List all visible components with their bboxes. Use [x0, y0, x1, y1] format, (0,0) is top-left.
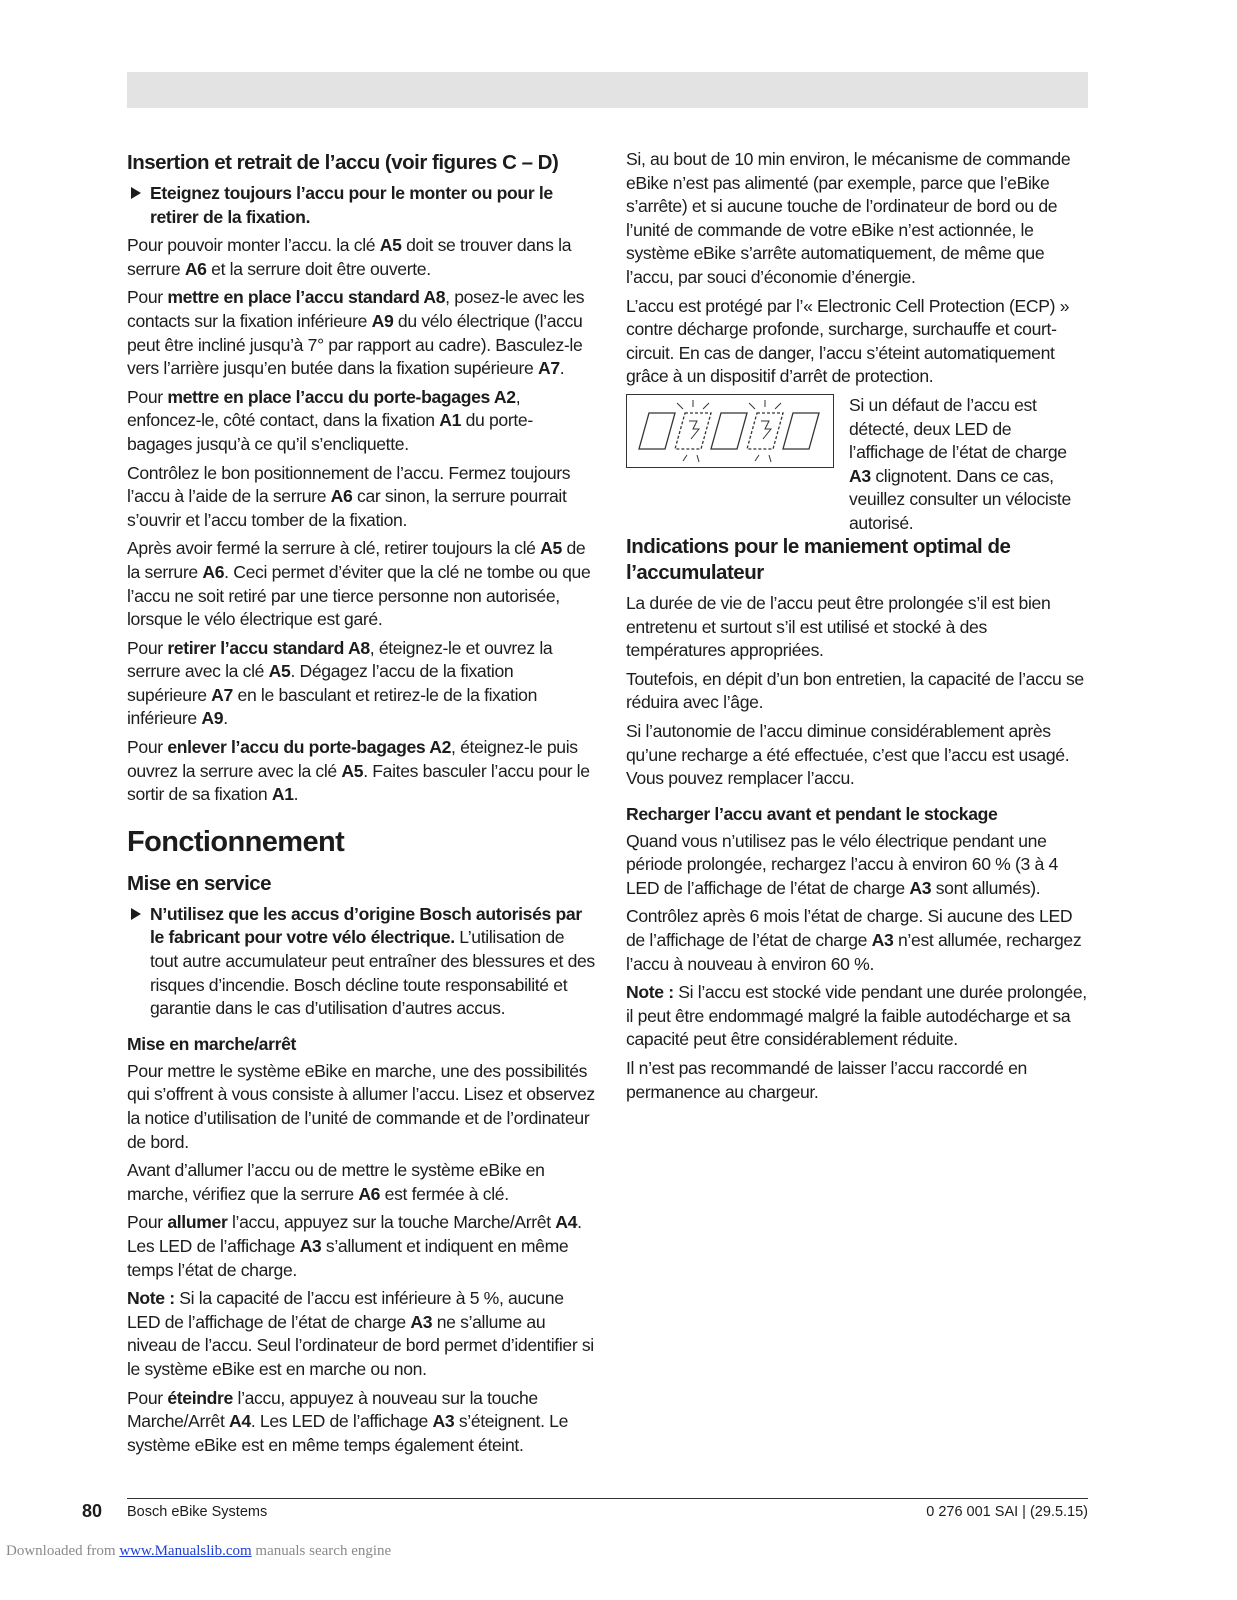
paragraph: Contrôlez le bon positionnement de l’accu. Fermez toujours l’accu à l’aide de la serrure A6 car sinon, la serrure pourrait s’ouvrir et l’accu tomber de la fixation.	[127, 462, 571, 530]
footer-brand: Bosch eBike Systems	[127, 1504, 268, 1520]
section-heading-indications: Indications pour le maniement optimal de l’accumulateur	[626, 534, 1011, 584]
left-column	[127, 148, 595, 1462]
paragraph: Si l’autonomie de l’accu diminue considérablement après qu’une recharge a été effectuée, c’est que l’accu est usagé. Vous pouvez remplacer l’accu.	[626, 720, 1070, 789]
section-heading-mise-en-service: Mise en service	[127, 871, 272, 895]
paragraph: L’accu est protégé par l’« Electronic Cell Protection (ECP) » contre décharge profonde, surcharge, surchauffe et court-circuit. En cas de danger, l’accu s’éteint automatiquement grâce à un dispositif d’arrêt de protection.	[626, 295, 1070, 387]
section-heading-insertion: Insertion et retrait de l’accu (voir figures C – D)	[127, 151, 559, 174]
triangle-bullet-icon	[131, 187, 141, 199]
right-column	[626, 148, 1088, 1109]
subheading-marche-arret: Mise en marche/arrêt	[127, 1033, 297, 1054]
page-number: 80	[82, 1501, 103, 1521]
paragraph: Quand vous n’utilisez pas le vélo électrique pendant une période prolongée, rechargez l’accu à environ 60 % (3 à 4 LED de l’affichage de l’état de charge A3 sont allumés).	[626, 830, 1058, 898]
warning-text: Eteignez toujours l’accu pour le monter ou pour le retirer de la fixation.	[150, 183, 553, 227]
paragraph: Toutefois, en dépit d’un bon entretien, la capacité de l’accu se réduira avec l’âge.	[626, 668, 1084, 713]
paragraph: Pour allumer l’accu, appuyez sur la touche Marche/Arrêt A4. Les LED de l’affichage A3 s’allument et indiquent en même temps l’état de charge.	[127, 1212, 582, 1280]
paragraph: Contrôlez après 6 mois l’état de charge. Si aucune des LED de l’affichage de l’état de charge A3 n’est allumée, rechargez l’accu à nouveau à environ 60 %.	[626, 906, 1082, 974]
warning-bullet: N’utilisez que les accus d’origine Bosch autorisés par le fabricant pour votre vélo électrique. L’utilisation de tout autre accumulateur peut entraîner des blessures et des risques d’incendie. Bosch décline toute responsabilité et garantie dans le cas d’utilisation d’autres accus.	[127, 903, 595, 1021]
led-indicator-figure	[626, 394, 834, 468]
header-bar	[127, 72, 1088, 108]
download-notice: Downloaded from www.Manualslib.com manuals search engine	[6, 1543, 392, 1559]
paragraph: Pour enlever l’accu du porte-bagages A2, éteignez-le puis ouvrez la serrure avec la clé A5. Faites basculer l’accu pour le sortir de sa fixation A1.	[127, 737, 590, 805]
led-figure-block	[626, 394, 1088, 533]
paragraph: Pour éteindre l’accu, appuyez à nouveau sur la touche Marche/Arrêt A4. Les LED de l’affichage A3 s’éteignent. Le système eBike est en même temps également éteint.	[127, 1387, 569, 1455]
footer-divider	[127, 1498, 1088, 1499]
paragraph: Pour mettre le système eBike en marche, une des possibilités qui s’offrent à vous consiste à allumer l’accu. Lisez et observez la notice d’utilisation de l’unité de commande et de l’ordinateur de bord.	[127, 1060, 595, 1152]
paragraph: Pour pouvoir monter l’accu. la clé A5 doit se trouver dans la serrure A6 et la serrure doit être ouverte.	[127, 235, 572, 279]
triangle-bullet-icon	[131, 908, 141, 920]
paragraph: Il n’est pas recommandé de laisser l’accu raccordé en permanence au chargeur.	[626, 1058, 1027, 1102]
paragraph: Après avoir fermé la serrure à clé, retirer toujours la clé A5 de la serrure A6. Ceci permet d’éviter que la clé ne tombe ou que l’accu ne soit retiré par une tierce personne non autorisée, lorsque le vélo électrique est garé.	[127, 538, 591, 630]
footer-document-id: 0 276 001 SAI | (29.5.15)	[926, 1504, 1088, 1520]
paragraph: Pour retirer l’accu standard A8, éteignez-le et ouvrez la serrure avec la clé A5. Dégagez l’accu de la fixation supérieure A7 en le basculant et retirez-le de la fixation inférieure A9.	[127, 637, 553, 729]
paragraph: Pour mettre en place l’accu standard A8, posez-le avec les contacts sur la fixation inférieure A9 du vélo électrique (l’accu peut être incliné jusqu’à 7° par rapport au cadre). Basculez-le vers l’arrière jusqu’en butée dans la fixation supérieure A7.	[127, 287, 585, 379]
paragraph: Note : Si la capacité de l’accu est inférieure à 5 %, aucune LED de l’affichage de l’état de charge A3 ne s’allume au niveau de l’accu. Seul l’ordinateur de bord permet d’identifier si le système eBike est en marche ou non.	[127, 1288, 594, 1379]
paragraph: Note : Si l’accu est stocké vide pendant une durée prolongée, il peut être endommagé malgré la faible autodécharge et sa capacité peut être considérablement réduite.	[626, 982, 1087, 1050]
led-figure-caption: Si un défaut de l’accu est détecté, deux LED de l’affichage de l’état de charge A3 clignotent. Dans ce cas, veuillez consulter un vélociste autorisé.	[849, 394, 1071, 533]
paragraph: Si, au bout de 10 min environ, le mécanisme de commande eBike n’est pas alimenté (par exemple, parce que l’eBike s’arrête) et si aucune touche de l’ordinateur de bord ou de l’unité de commande de votre eBike n’est actionnée, le système eBike s’arrête automatiquement, de même que l’accu, par souci d’économie d’énergie.	[626, 149, 1071, 287]
manualslib-link[interactable]: www.Manualslib.com	[119, 1543, 252, 1559]
paragraph: La durée de vie de l’accu peut être prolongée s’il est bien entretenu et surtout s’il est utilisé et stocké à des températures appropriées.	[626, 592, 1051, 661]
paragraph: Avant d’allumer l’accu ou de mettre le système eBike en marche, vérifiez que la serrure A6 est fermée à clé.	[127, 1160, 545, 1204]
blinking-led-icon	[627, 395, 832, 466]
paragraph: Pour mettre en place l’accu du porte-bagages A2, enfoncez-le, côté contact, dans la fixation A1 du porte-bagages jusqu’à ce qu’il s’encliquette.	[127, 386, 533, 454]
warning-bullet	[127, 182, 595, 229]
subheading-recharger: Recharger l’accu avant et pendant le stockage	[626, 803, 998, 824]
chapter-heading-fonctionnement: Fonctionnement	[127, 825, 345, 858]
